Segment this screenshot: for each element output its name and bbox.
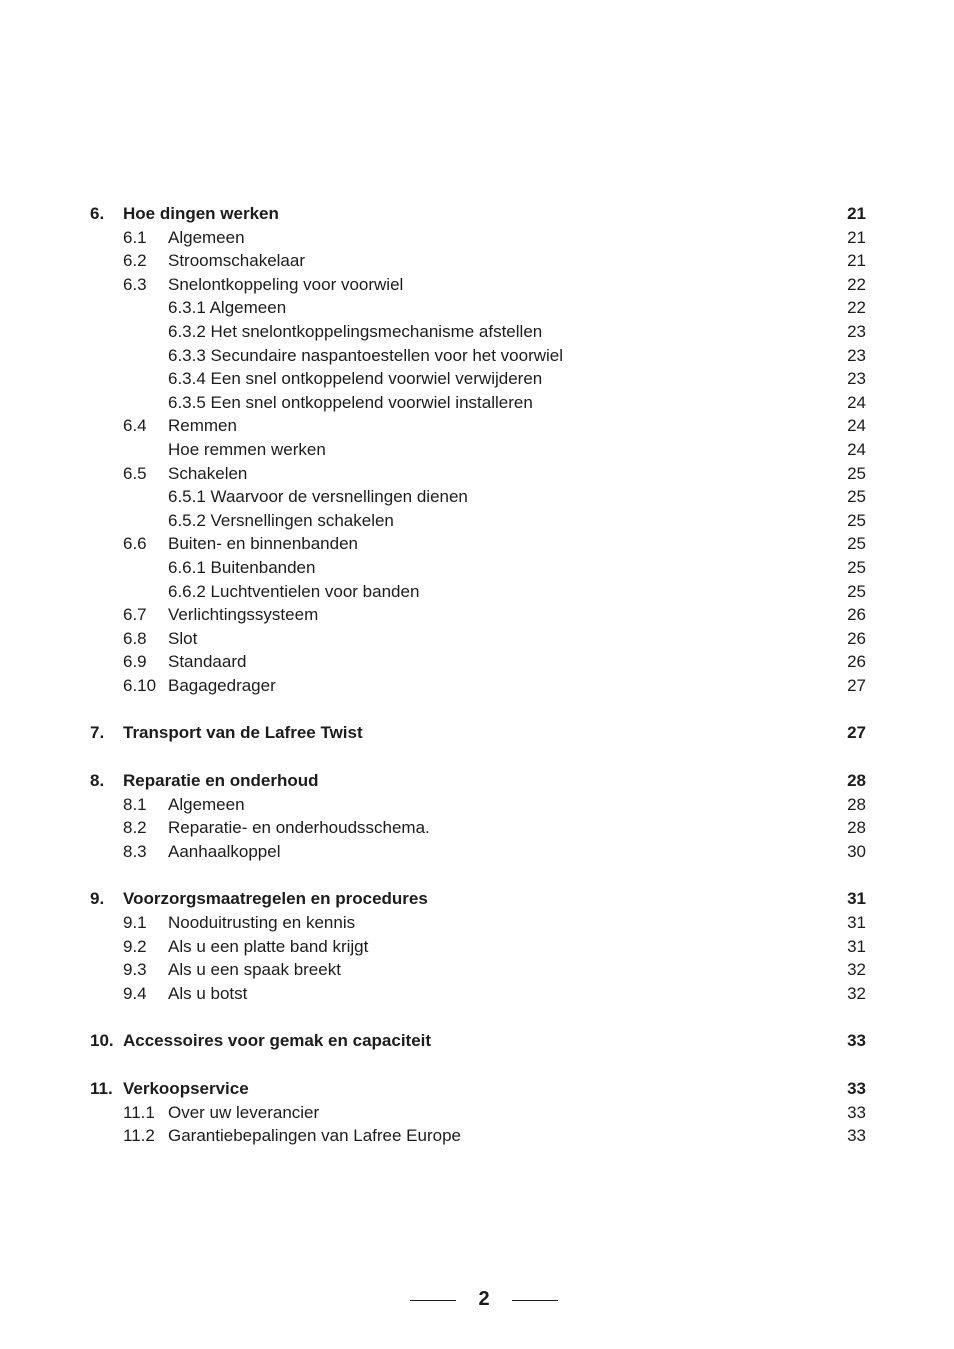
toc-subsection-row [90, 320, 866, 344]
toc-entry-page: 25 [847, 557, 866, 577]
toc-entry-number: 6.6 [123, 534, 147, 554]
toc-entry-page: 26 [847, 605, 866, 625]
toc-entry-title: Stroomschakelaar [168, 251, 306, 271]
toc-entry-page: 31 [847, 936, 866, 956]
toc-entry-page: 25 [847, 463, 866, 483]
toc-entry-title: Bagagedrager [168, 675, 276, 695]
toc-entry-title: Verkoopservice [123, 1079, 249, 1098]
toc-entry-number: 8.2 [123, 818, 147, 838]
toc-entry-title: 6.6.2 Luchtventielen voor banden [168, 581, 420, 601]
toc-entry-title: 6.5.1 Waarvoor de versnellingen dienen [168, 487, 468, 507]
toc-entry-page: 28 [847, 818, 866, 838]
toc-entry-title: 6.5.2 Versnellingen schakelen [168, 510, 394, 530]
toc-entry-number: 6.4 [123, 416, 147, 436]
toc-subsection-row [90, 391, 866, 415]
toc-entry-page: 27 [847, 723, 866, 743]
toc-entry-title: Transport van de Lafree Twist [123, 723, 363, 743]
toc-entry-number: 8. [90, 771, 105, 791]
toc-entry-page: 32 [847, 960, 866, 980]
toc-subsection-row [90, 367, 866, 391]
toc-entry-number: 6.9 [123, 652, 147, 672]
toc-entry-number: 9.3 [123, 960, 147, 980]
toc-entry-title: Standaard [168, 652, 247, 672]
toc-section-row [90, 674, 866, 698]
toc-entry-page: 33 [847, 1102, 866, 1122]
toc-entry-page: 21 [847, 251, 866, 271]
toc-entry-number: 6.7 [123, 605, 147, 625]
toc-entry-page: 24 [847, 392, 866, 412]
toc-entry-title: 6.3.4 Een snel ontkoppelend voorwiel verwijderen [168, 369, 543, 389]
toc-chapter-row [90, 202, 866, 226]
toc-entry-page: 32 [847, 983, 866, 1003]
toc-chapter-row [90, 887, 866, 911]
toc-entry-number: 6.2 [123, 251, 147, 271]
toc-entry-number: 9.2 [123, 936, 147, 956]
toc-section-row [90, 462, 866, 486]
footer-rule-right [512, 1300, 558, 1301]
toc-entry-title: Hoe dingen werken [123, 204, 279, 223]
toc-entry-title: Reparatie en onderhoud [123, 771, 319, 791]
toc-entry-title: 6.3.5 Een snel ontkoppelend voorwiel installeren [168, 392, 533, 412]
toc-subsection-row [90, 509, 866, 533]
toc-subsection-row [90, 485, 866, 509]
toc-section-row [90, 958, 866, 982]
toc-chapter-row [90, 1077, 866, 1101]
toc-entry-title: Als u botst [168, 983, 248, 1003]
toc-section-row [90, 226, 866, 250]
toc-entry-number: 10. [90, 1031, 114, 1051]
toc-entry-title: Slot [168, 628, 198, 648]
toc-entry-page: 28 [847, 794, 866, 814]
toc-entry-page: 25 [847, 510, 866, 530]
toc-entry-title: Algemeen [168, 227, 245, 247]
toc-entry-title: Accessoires voor gemak en capaciteit [123, 1031, 432, 1051]
toc-entry-title: 6.3.1 Algemeen [168, 298, 287, 318]
toc-section-row [90, 982, 866, 1006]
toc-chapter-row [90, 721, 866, 745]
toc-subsection-row [90, 344, 866, 368]
toc-entry-page: 25 [847, 581, 866, 601]
toc-entry-title: 6.3.3 Secundaire naspantoestellen voor het voorwiel [168, 345, 564, 365]
toc-entry-title: 6.3.2 Het snelontkoppelingsmechanisme afstellen [168, 321, 543, 341]
toc-subsection-row [90, 556, 866, 580]
toc-entry-page: 22 [847, 274, 866, 294]
toc-entry-page: 33 [847, 1126, 866, 1146]
toc-entry-title: Hoe remmen werken [168, 439, 326, 459]
toc-entry-number: 9. [90, 889, 105, 909]
toc-entry-title: Garantiebepalingen van Lafree Europe [168, 1126, 461, 1146]
toc-chapter-row [90, 769, 866, 793]
toc-entry-page: 30 [847, 841, 866, 861]
toc-entry-page: 22 [847, 298, 866, 318]
toc-entry-number: 8.1 [123, 794, 147, 814]
toc-section-row [90, 935, 866, 959]
toc-entry-title: Verlichtingssysteem [168, 605, 319, 625]
toc-entry-page: 23 [847, 345, 866, 365]
toc-entry-number: 8.3 [123, 841, 147, 861]
toc-entry-number: 6. [90, 204, 105, 223]
toc-entry-title: Aanhaalkoppel [168, 841, 281, 861]
toc-entry-number: 6.10 [123, 675, 157, 695]
toc-section-row [90, 793, 866, 817]
toc-section-row [90, 603, 866, 627]
toc-section-row [90, 627, 866, 651]
toc-entry-page: 21 [847, 204, 866, 223]
toc-entry-page: 21 [847, 227, 866, 247]
toc-entry-title: Buiten- en binnenbanden [168, 534, 358, 554]
toc-entry-number: 11.2 [123, 1126, 155, 1146]
toc-section-row [90, 840, 866, 864]
toc-entry-page: 24 [847, 416, 866, 436]
toc-subsection-row [90, 296, 866, 320]
toc-entry-page: 25 [847, 534, 866, 554]
toc-subsection-row [90, 580, 866, 604]
toc-entry-page: 23 [847, 321, 866, 341]
toc-section-row [90, 1101, 866, 1125]
toc-section-row [90, 650, 866, 674]
toc-entry-page: 31 [847, 913, 866, 933]
toc-entry-page: 23 [847, 369, 866, 389]
toc-section-row [90, 249, 866, 273]
toc-entry-page: 25 [847, 487, 866, 507]
toc-entry-title: Snelontkoppeling voor voorwiel [168, 274, 404, 294]
toc-entry-number: 9.1 [123, 913, 147, 933]
toc-entry-number: 11.1 [123, 1102, 155, 1122]
toc-entry-number: 6.3 [123, 274, 147, 294]
page-footer [0, 1286, 954, 1312]
toc-entry-title: Nooduitrusting en kennis [168, 913, 356, 933]
toc-entry-page: 26 [847, 628, 866, 648]
toc-subsection-row [90, 438, 866, 462]
footer-rule-left [410, 1300, 456, 1301]
toc-section-row [90, 414, 866, 438]
toc-entry-title: Over uw leverancier [168, 1102, 320, 1122]
toc-entry-page: 33 [847, 1031, 866, 1051]
toc-entry-page: 31 [847, 889, 866, 909]
toc-section-row [90, 1124, 866, 1148]
toc-section-row [90, 273, 866, 297]
toc-entry-title: Schakelen [168, 463, 248, 483]
toc-entry-title: Reparatie- en onderhoudsschema. [168, 818, 430, 838]
toc-entry-title: Voorzorgsmaatregelen en procedures [123, 889, 428, 909]
toc-entry-number: 9.4 [123, 983, 147, 1003]
toc-entry-page: 27 [847, 675, 866, 695]
toc-entry-page: 24 [847, 439, 866, 459]
toc-entry-number: 6.5 [123, 463, 147, 483]
table-of-contents [90, 202, 866, 1148]
toc-entry-page: 33 [847, 1079, 866, 1098]
toc-entry-title: Algemeen [168, 794, 245, 814]
toc-entry-title: Remmen [168, 416, 237, 436]
toc-section-row [90, 816, 866, 840]
toc-entry-title: Als u een spaak breekt [168, 960, 341, 980]
toc-section-row [90, 911, 866, 935]
toc-entry-page: 28 [847, 771, 866, 791]
page-number: 2 [478, 1288, 490, 1310]
toc-entry-title: 6.6.1 Buitenbanden [168, 557, 316, 577]
toc-entry-number: 6.8 [123, 628, 147, 648]
toc-entry-number: 6.1 [123, 227, 147, 247]
toc-entry-title: Als u een platte band krijgt [168, 936, 369, 956]
toc-entry-page: 26 [847, 652, 866, 672]
toc-section-row [90, 532, 866, 556]
toc-chapter-row [90, 1029, 866, 1053]
toc-entry-number: 7. [90, 723, 105, 743]
toc-entry-number: 11. [90, 1079, 113, 1098]
